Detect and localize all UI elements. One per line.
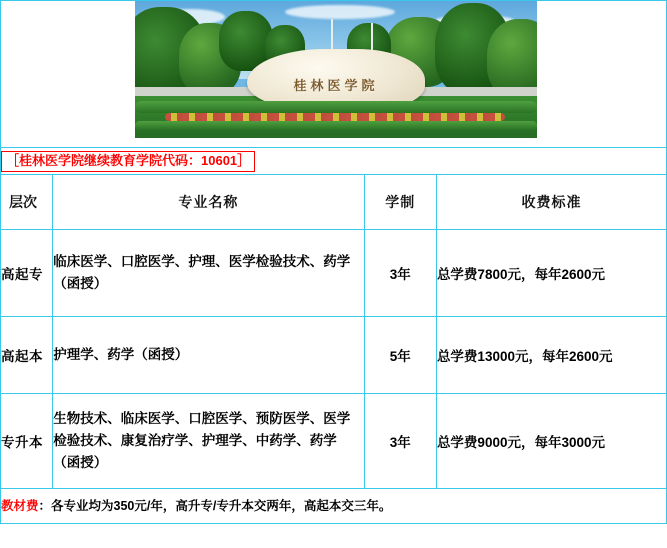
banner-cell <box>1 1 667 148</box>
cell-majors: 护理学、药学（函授） <box>53 317 364 394</box>
table-row <box>1 317 667 394</box>
monument-text: 桂林医学院 <box>293 78 379 93</box>
column-header-major: 专业名称 <box>53 175 364 230</box>
cell-majors: 临床医学、口腔医学、护理、医学检验技术、药学（函授） <box>53 230 364 317</box>
footer-row <box>1 489 667 524</box>
cell-level: 高起本 <box>1 317 53 394</box>
textbook-fee-label: 教材费 <box>1 499 39 513</box>
cell-years: 3年 <box>364 394 436 489</box>
flag-pole <box>331 19 333 53</box>
institution-code-notice: ［桂林医学院继续教育学院代码：10601］ <box>1 151 255 172</box>
flag-pole <box>371 23 373 53</box>
textbook-fee-text: ：各专业均为350元/年，高升专/专升本交两年，高起本交三年。 <box>38 499 392 513</box>
banner-wrap <box>1 1 667 147</box>
column-header-fee: 收费标准 <box>436 175 666 230</box>
table-row <box>1 230 667 317</box>
campus-gate-photo <box>135 1 537 138</box>
cell-level: 专升本 <box>1 394 53 489</box>
table-header-row <box>1 175 667 230</box>
footer-cell <box>1 489 667 524</box>
column-header-years: 学制 <box>364 175 436 230</box>
cell-fee: 总学费7800元，每年2600元 <box>436 230 666 317</box>
cell-years: 3年 <box>364 230 436 317</box>
column-header-level: 层次 <box>1 175 53 230</box>
cell-majors: 生物技术、临床医学、口腔医学、预防医学、医学检验技术、康复治疗学、护理学、中药学、药学（函授） <box>53 394 364 489</box>
banner-row <box>1 1 667 148</box>
code-cell <box>1 148 667 175</box>
flower-bed <box>165 113 505 121</box>
cell-fee: 总学费9000元，每年3000元 <box>436 394 666 489</box>
table-row <box>1 394 667 489</box>
hedge <box>135 121 537 130</box>
textbook-fee-note <box>1 497 666 515</box>
hedge <box>135 101 537 113</box>
cell-level: 高起专 <box>1 230 53 317</box>
cell-years: 5年 <box>364 317 436 394</box>
cloud-icon <box>285 5 395 19</box>
code-row <box>1 148 667 175</box>
cell-fee: 总学费13000元，每年2600元 <box>436 317 666 394</box>
